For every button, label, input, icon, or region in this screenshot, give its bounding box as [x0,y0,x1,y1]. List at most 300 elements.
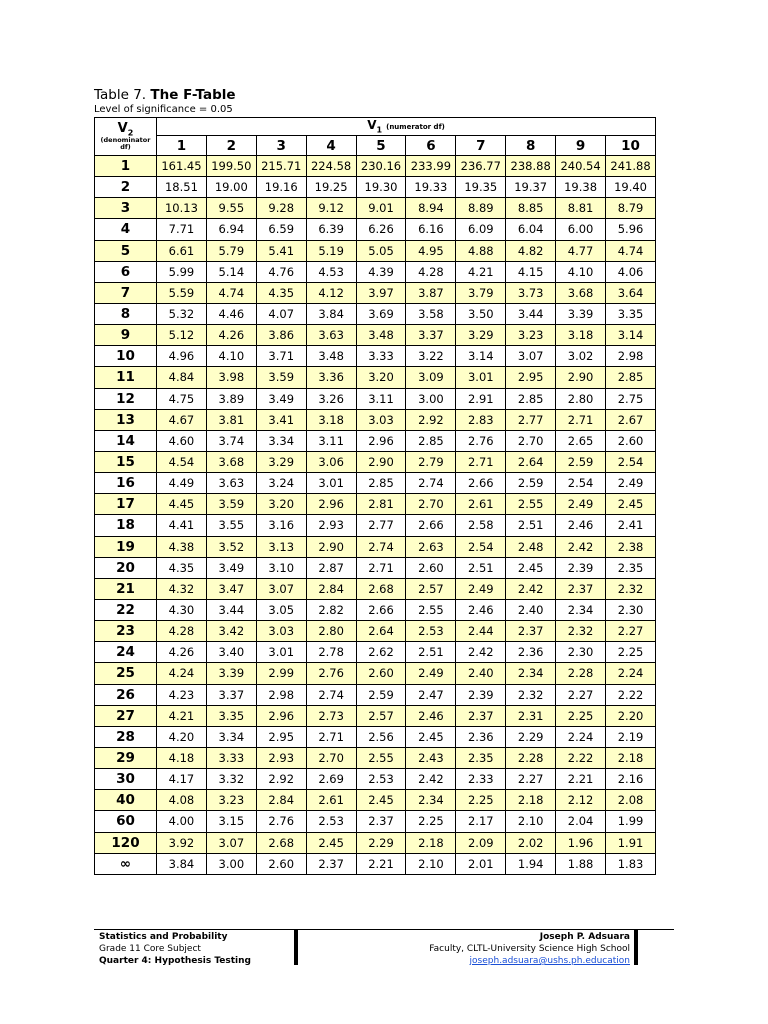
value-cell: 6.04 [506,219,556,240]
value-cell: 2.87 [306,557,356,578]
value-cell: 4.07 [256,303,306,324]
value-cell: 2.58 [456,515,506,536]
value-cell: 2.39 [456,684,506,705]
value-cell: 2.73 [306,705,356,726]
significance-level: Level of significance = 0.05 [94,104,233,115]
value-cell: 2.78 [306,642,356,663]
value-cell: 2.51 [506,515,556,536]
value-cell: 3.29 [456,325,506,346]
table-row [95,261,656,282]
value-cell: 3.52 [206,536,256,557]
value-cell: 2.70 [306,747,356,768]
value-cell: 3.81 [206,409,256,430]
value-cell: 2.44 [456,621,506,642]
value-cell: 4.08 [157,790,207,811]
value-cell: 18.51 [157,177,207,198]
value-cell: 4.28 [157,621,207,642]
table-row [95,409,656,430]
value-cell: 3.23 [206,790,256,811]
value-cell: 3.44 [206,599,256,620]
df-cell: 28 [95,726,157,747]
table-row [95,177,656,198]
value-cell: 8.89 [456,198,506,219]
value-cell: 3.37 [406,325,456,346]
df-cell: 6 [95,261,157,282]
value-cell: 6.26 [356,219,406,240]
value-cell: 2.32 [506,684,556,705]
value-cell: 4.15 [506,261,556,282]
value-cell: 1.99 [606,811,656,832]
value-cell: 2.53 [356,769,406,790]
value-cell: 2.37 [506,621,556,642]
value-cell: 3.40 [206,642,256,663]
table-row [95,346,656,367]
value-cell: 2.08 [606,790,656,811]
value-cell: 2.25 [556,705,606,726]
value-cell: 2.54 [456,536,506,557]
value-cell: 4.46 [206,303,256,324]
value-cell: 3.92 [157,832,207,853]
value-cell: 2.70 [506,430,556,451]
value-cell: 2.17 [456,811,506,832]
value-cell: 3.34 [256,430,306,451]
value-cell: 3.00 [406,388,456,409]
value-cell: 3.64 [606,282,656,303]
value-cell: 2.37 [356,811,406,832]
value-cell: 4.67 [157,409,207,430]
value-cell: 2.61 [306,790,356,811]
df-cell: 9 [95,325,157,346]
value-cell: 3.63 [306,325,356,346]
value-cell: 2.27 [606,621,656,642]
value-cell: 2.71 [356,557,406,578]
value-cell: 3.68 [206,451,256,472]
value-cell: 2.74 [356,536,406,557]
value-cell: 3.55 [206,515,256,536]
table-row [95,494,656,515]
value-cell: 3.02 [556,346,606,367]
value-cell: 5.96 [606,219,656,240]
table-row [95,473,656,494]
df-cell: 22 [95,599,157,620]
value-cell: 19.33 [406,177,456,198]
value-cell: 19.00 [206,177,256,198]
value-cell: 6.16 [406,219,456,240]
value-cell: 2.56 [356,726,406,747]
value-cell: 2.49 [606,473,656,494]
value-cell: 3.42 [206,621,256,642]
value-cell: 4.77 [556,240,606,261]
value-cell: 2.96 [356,430,406,451]
footer-course: Statistics and Probability [99,932,228,942]
value-cell: 2.45 [306,832,356,853]
value-cell: 2.85 [506,388,556,409]
table-row [95,303,656,324]
df-cell: 1 [95,156,157,177]
value-cell: 2.30 [556,642,606,663]
value-cell: 3.71 [256,346,306,367]
value-cell: 3.29 [256,451,306,472]
value-cell: 3.73 [506,282,556,303]
value-cell: 2.64 [506,451,556,472]
value-cell: 2.28 [556,663,606,684]
value-cell: 2.60 [356,663,406,684]
value-cell: 2.32 [606,578,656,599]
value-cell: 3.01 [306,473,356,494]
footer-separator-left [294,929,298,965]
value-cell: 2.98 [606,346,656,367]
value-cell: 3.87 [406,282,456,303]
value-cell: 3.05 [256,599,306,620]
df-cell: 7 [95,282,157,303]
value-cell: 3.39 [206,663,256,684]
value-cell: 2.16 [606,769,656,790]
value-cell: 2.54 [556,473,606,494]
value-cell: 9.01 [356,198,406,219]
value-cell: 19.38 [556,177,606,198]
value-cell: 2.35 [456,747,506,768]
value-cell: 2.84 [306,578,356,599]
value-cell: 2.84 [256,790,306,811]
value-cell: 2.69 [306,769,356,790]
table-title-prefix: Table 7. [94,87,147,103]
v1-header [157,118,656,136]
value-cell: 3.07 [506,346,556,367]
table-title [94,87,236,103]
value-cell: 3.32 [206,769,256,790]
value-cell: 2.51 [456,557,506,578]
value-cell: 2.57 [406,578,456,599]
value-cell: 2.46 [406,705,456,726]
value-cell: 4.06 [606,261,656,282]
value-cell: 2.74 [306,684,356,705]
table-row [95,790,656,811]
value-cell: 6.94 [206,219,256,240]
df-cell: 60 [95,811,157,832]
value-cell: 4.30 [157,599,207,620]
value-cell: 2.66 [456,473,506,494]
value-cell: 3.74 [206,430,256,451]
value-cell: 2.92 [406,409,456,430]
footer-quarter: Quarter 4: Hypothesis Testing [99,956,251,966]
value-cell: 2.22 [556,747,606,768]
value-cell: 4.74 [206,282,256,303]
df-cell: 12 [95,388,157,409]
value-cell: 4.24 [157,663,207,684]
df-cell: 24 [95,642,157,663]
value-cell: 3.84 [306,303,356,324]
column-header: 7 [456,136,506,156]
table-row [95,240,656,261]
value-cell: 4.32 [157,578,207,599]
value-cell: 6.61 [157,240,207,261]
value-cell: 2.37 [456,705,506,726]
value-cell: 4.88 [456,240,506,261]
value-cell: 9.28 [256,198,306,219]
value-cell: 3.23 [506,325,556,346]
value-cell: 3.59 [256,367,306,388]
value-cell: 2.79 [406,451,456,472]
value-cell: 2.76 [456,430,506,451]
value-cell: 2.39 [556,557,606,578]
value-cell: 2.77 [356,515,406,536]
value-cell: 4.10 [556,261,606,282]
v2-header [95,118,157,156]
value-cell: 3.03 [356,409,406,430]
value-cell: 19.25 [306,177,356,198]
value-cell: 4.84 [157,367,207,388]
value-cell: 2.20 [606,705,656,726]
value-cell: 2.71 [556,409,606,430]
value-cell: 4.17 [157,769,207,790]
value-cell: 2.34 [406,790,456,811]
value-cell: 19.30 [356,177,406,198]
value-cell: 3.41 [256,409,306,430]
value-cell: 3.15 [206,811,256,832]
table-row [95,325,656,346]
value-cell: 3.06 [306,451,356,472]
value-cell: 4.26 [206,325,256,346]
value-cell: 2.24 [556,726,606,747]
value-cell: 3.98 [206,367,256,388]
value-cell: 3.00 [206,853,256,874]
value-cell: 4.35 [256,282,306,303]
value-cell: 4.20 [157,726,207,747]
value-cell: 2.36 [456,726,506,747]
value-cell: 2.25 [406,811,456,832]
value-cell: 3.89 [206,388,256,409]
value-cell: 2.49 [406,663,456,684]
value-cell: 3.26 [306,388,356,409]
value-cell: 240.54 [556,156,606,177]
df-cell: 29 [95,747,157,768]
df-cell: ∞ [95,853,157,874]
value-cell: 2.60 [406,557,456,578]
value-cell: 3.33 [206,747,256,768]
value-cell: 2.55 [406,599,456,620]
value-cell: 8.85 [506,198,556,219]
value-cell: 2.57 [356,705,406,726]
column-header: 1 [157,136,207,156]
value-cell: 2.18 [506,790,556,811]
value-cell: 2.65 [556,430,606,451]
value-cell: 2.68 [356,578,406,599]
df-cell: 11 [95,367,157,388]
value-cell: 3.68 [556,282,606,303]
df-cell: 120 [95,832,157,853]
value-cell: 5.19 [306,240,356,261]
value-cell: 5.32 [157,303,207,324]
table-title-name: The F-Table [150,87,236,103]
value-cell: 2.12 [556,790,606,811]
df-cell: 16 [95,473,157,494]
value-cell: 4.60 [157,430,207,451]
value-cell: 2.29 [356,832,406,853]
value-cell: 2.40 [506,599,556,620]
value-cell: 161.45 [157,156,207,177]
value-cell: 3.39 [556,303,606,324]
value-cell: 2.53 [406,621,456,642]
value-cell: 3.18 [306,409,356,430]
table-row [95,578,656,599]
value-cell: 4.45 [157,494,207,515]
value-cell: 2.62 [356,642,406,663]
value-cell: 3.48 [306,346,356,367]
value-cell: 2.95 [256,726,306,747]
value-cell: 2.83 [456,409,506,430]
value-cell: 3.35 [206,705,256,726]
df-cell: 10 [95,346,157,367]
value-cell: 2.42 [556,536,606,557]
value-cell: 2.19 [606,726,656,747]
table-row [95,769,656,790]
value-cell: 2.37 [556,578,606,599]
value-cell: 2.43 [406,747,456,768]
footer-divider [94,929,674,930]
value-cell: 5.14 [206,261,256,282]
value-cell: 1.88 [556,853,606,874]
value-cell: 2.34 [506,663,556,684]
value-cell: 2.63 [406,536,456,557]
value-cell: 10.13 [157,198,207,219]
value-cell: 2.70 [406,494,456,515]
value-cell: 4.95 [406,240,456,261]
value-cell: 2.45 [606,494,656,515]
value-cell: 2.59 [356,684,406,705]
value-cell: 3.03 [256,621,306,642]
value-cell: 4.18 [157,747,207,768]
table-row [95,515,656,536]
value-cell: 2.42 [506,578,556,599]
df-cell: 3 [95,198,157,219]
df-cell: 5 [95,240,157,261]
value-cell: 2.33 [456,769,506,790]
value-cell: 2.77 [506,409,556,430]
df-cell: 18 [95,515,157,536]
value-cell: 3.14 [456,346,506,367]
df-cell: 25 [95,663,157,684]
value-cell: 241.88 [606,156,656,177]
column-header: 5 [356,136,406,156]
table-body [95,156,656,875]
footer-email-link[interactable]: joseph.adsuara@ushs.ph.education [469,956,630,966]
value-cell: 3.01 [456,367,506,388]
value-cell: 2.53 [306,811,356,832]
value-cell: 2.30 [606,599,656,620]
footer-affiliation: Faculty, CLTL-University Science High School [429,944,630,954]
value-cell: 2.93 [256,747,306,768]
table-row [95,388,656,409]
value-cell: 9.12 [306,198,356,219]
value-cell: 2.85 [606,367,656,388]
table-row [95,621,656,642]
value-cell: 2.49 [556,494,606,515]
footer-separator-right [634,929,638,965]
value-cell: 3.58 [406,303,456,324]
table-row [95,367,656,388]
column-header: 3 [256,136,306,156]
value-cell: 2.71 [456,451,506,472]
column-header: 4 [306,136,356,156]
f-table [94,117,656,875]
value-cell: 2.96 [256,705,306,726]
value-cell: 1.83 [606,853,656,874]
value-cell: 2.45 [506,557,556,578]
df-cell: 4 [95,219,157,240]
value-cell: 3.16 [256,515,306,536]
table-row [95,642,656,663]
value-cell: 2.48 [506,536,556,557]
df-cell: 20 [95,557,157,578]
value-cell: 3.11 [356,388,406,409]
df-cell: 30 [95,769,157,790]
value-cell: 2.98 [256,684,306,705]
table-row [95,663,656,684]
value-cell: 4.39 [356,261,406,282]
value-cell: 3.34 [206,726,256,747]
value-cell: 2.21 [556,769,606,790]
footer-right [429,931,630,967]
v1-note: (numerator df) [386,123,445,132]
value-cell: 2.67 [606,409,656,430]
value-cell: 3.07 [206,832,256,853]
value-cell: 2.10 [506,811,556,832]
value-cell: 19.16 [256,177,306,198]
value-cell: 2.96 [306,494,356,515]
value-cell: 3.63 [206,473,256,494]
df-cell: 21 [95,578,157,599]
value-cell: 2.31 [506,705,556,726]
value-cell: 2.90 [306,536,356,557]
table-row [95,451,656,472]
value-cell: 4.10 [206,346,256,367]
value-cell: 4.21 [456,261,506,282]
table-row [95,832,656,853]
value-cell: 1.91 [606,832,656,853]
value-cell: 4.23 [157,684,207,705]
table-row [95,198,656,219]
column-header-row [95,136,656,156]
value-cell: 2.75 [606,388,656,409]
value-cell: 3.49 [256,388,306,409]
value-cell: 3.79 [456,282,506,303]
value-cell: 2.59 [556,451,606,472]
value-cell: 2.46 [556,515,606,536]
value-cell: 2.38 [606,536,656,557]
value-cell: 4.00 [157,811,207,832]
column-header: 9 [556,136,606,156]
value-cell: 3.14 [606,325,656,346]
df-cell: 15 [95,451,157,472]
table-row [95,747,656,768]
table-row [95,156,656,177]
value-cell: 3.86 [256,325,306,346]
value-cell: 3.10 [256,557,306,578]
value-cell: 2.54 [606,451,656,472]
value-cell: 2.36 [506,642,556,663]
value-cell: 2.64 [356,621,406,642]
table-row [95,811,656,832]
column-header: 6 [406,136,456,156]
value-cell: 2.25 [456,790,506,811]
value-cell: 1.94 [506,853,556,874]
v1-label: $V_1$ [367,118,383,135]
value-cell: 7.71 [157,219,207,240]
value-cell: 2.66 [356,599,406,620]
value-cell: 2.91 [456,388,506,409]
table-row [95,853,656,874]
df-cell: 17 [95,494,157,515]
